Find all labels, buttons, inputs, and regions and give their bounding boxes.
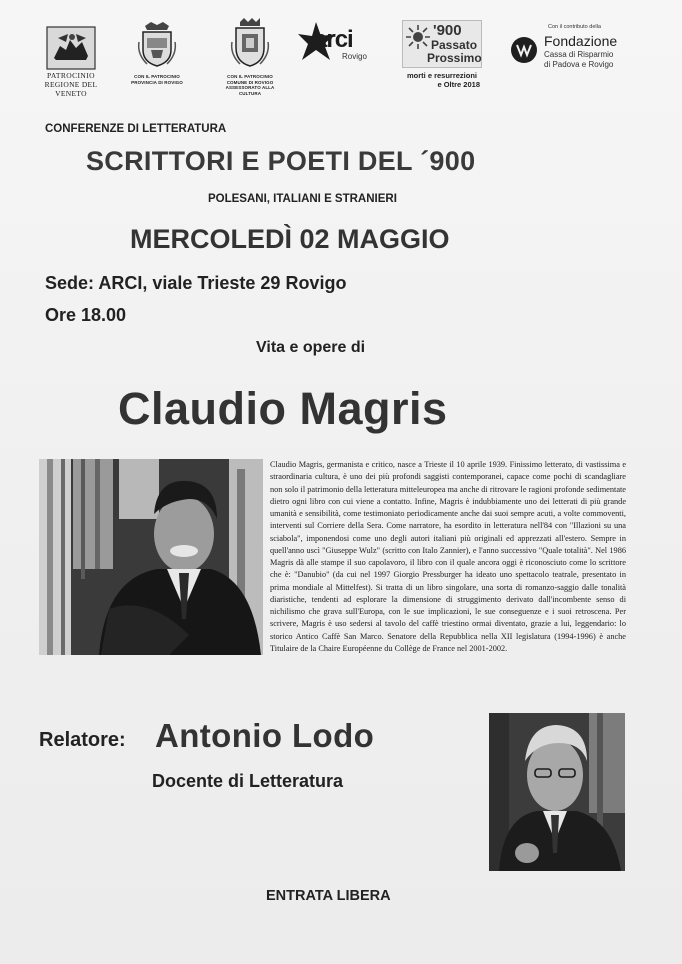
event-date: MERCOLEDÌ 02 MAGGIO — [130, 224, 450, 254]
speaker-role: Docente di Letteratura — [152, 771, 344, 791]
event-subtitle: POLESANI, ITALIANI E STRANIERI — [208, 193, 397, 205]
arci-wordmark: arci — [314, 26, 353, 53]
novecento-caption-1: morti e resurrezioni — [406, 71, 478, 80]
provincia-caption-1: CON IL PATROCINIO — [134, 74, 180, 79]
logo-900-passato-prossimo — [396, 20, 488, 89]
event-venue: Sede: ARCI, viale Trieste 29 Rovigo — [45, 273, 347, 293]
provincia-caption-2: PROVINCIA DI ROVIGO — [131, 79, 183, 85]
event-intro: Vita e opere di — [256, 339, 366, 356]
logo-regione-veneto — [38, 26, 104, 98]
sun-burst-icon — [405, 24, 431, 50]
novecento-badge-line1: '900 — [433, 22, 462, 39]
veneto-caption-1: PATROCINIO — [47, 71, 95, 80]
fondazione-mark-icon — [510, 36, 538, 64]
logo-comune-rovigo — [214, 18, 286, 96]
provincia-crest-icon — [137, 20, 177, 68]
fondazione-line2: di Padova e Rovigo — [544, 60, 614, 69]
veneto-caption-2: REGIONE DEL VENETO — [44, 80, 98, 98]
author-portrait-image — [39, 459, 263, 655]
speaker-label: Relatore: — [39, 729, 126, 751]
logo-arci — [298, 20, 370, 68]
novecento-badge — [402, 20, 482, 68]
event-title: SCRITTORI E POETI DEL ´900 — [86, 146, 476, 176]
speaker-photo — [489, 713, 625, 871]
logo-provincia-rovigo — [126, 20, 188, 85]
speaker-portrait-image — [489, 713, 625, 871]
fondazione-caption: Con il contributo della — [548, 24, 601, 30]
author-name: Claudio Magris — [118, 383, 448, 434]
arci-city: Rovigo — [342, 52, 367, 61]
comune-caption-2: COMUNE DI ROVIGO — [226, 79, 274, 85]
speaker-name: Antonio Lodo — [155, 717, 375, 754]
comune-caption-1: CON IL PATROCINIO — [227, 74, 273, 79]
series-heading: CONFERENZE DI LETTERATURA — [45, 123, 227, 135]
fondazione-line1: Cassa di Risparmio — [544, 50, 614, 59]
entry-note: ENTRATA LIBERA — [266, 888, 391, 904]
novecento-badge-line2: Passato — [431, 38, 478, 52]
novecento-caption-2: e Oltre 2018 — [437, 80, 480, 89]
comune-caption-3: ASSESSORATO ALLA CULTURA — [225, 85, 275, 96]
event-time: Ore 18.00 — [45, 305, 127, 325]
novecento-badge-line3: Prossimo — [427, 51, 482, 65]
comune-crest-icon — [230, 18, 270, 68]
lion-of-st-mark-icon — [46, 26, 96, 70]
author-photo — [39, 459, 263, 655]
fondazione-name: Fondazione — [544, 33, 618, 49]
author-biography: Claudio Magris, germanista e critico, nasce a Trieste il 10 aprile 1939. Finissimo letterato, di vastissima e straordinaria cultura, è uno dei più profondi saggisti contemporanei, capace come pochi di scandagliare non solo il patrimonio della letteratura mitteleuropea ma anche di ritrovare le ragioni profonde sedimentate dietro ogni libro con cui viene a contatto. Infine, Magris è indubbiamente uno dei letterati di più grande umanità e sensibilità, come testimoniato periodicamente anche dai suoi sempre acuti, a volte commoventi, interventi sul Corriere della Sera. Come narratore, ha esordito in letteratura nell'84 con "Illazioni su una sciabola", imponendosi come uno degli autori italiani più originali ed apprezzati all'estero. Sempre in quell'anno uscì "Giuseppe Wulz" (scritto con Italo Zannier), e l'anno successivo "Quale totalità". Nel 1986 Magris dà alle stampe il suo capolavoro, il libro con il quale ancora oggi è riconosciuto come lo scrittore che è: "Danubio" (da cui nel 1997 Giorgio Pressburger ha ideato uno spettacolo teatrale, presentato in prima mondiale al Mittelfest). Si tratta di un libro singolare, una sorta di romanzo-saggio dalle tonalità diaristiche, tendenti ad esplorare la dimensione di struggimento derivato dall'incombente senso di nichilismo che grava sull'Europa, con le sue implicazioni, le sue conseguenze e i suoi retroscena. Per scrivere, Magris è uso sedersi al tavolo del caffè triestino ormai diventato, grazie a lui, leggendario: lo storico Antico Caffè San Marco. Senatore della Repubblica nella XII legislatura (1994-1996) è anche Titulaire de la Chaire Européenne du Collège de France nel 2001-2002. — [270, 460, 626, 653]
